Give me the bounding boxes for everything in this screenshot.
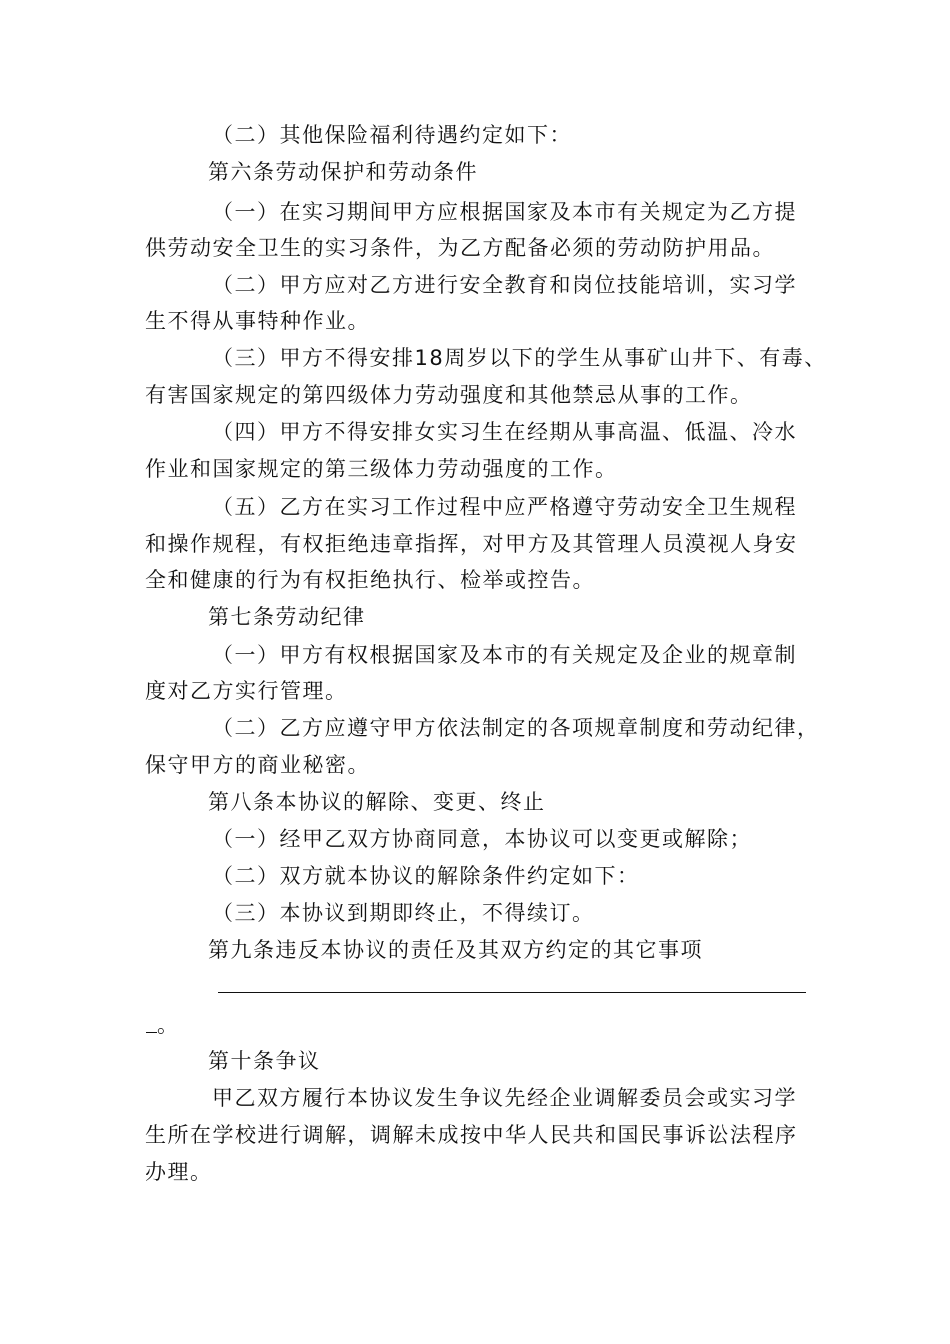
article-6-item-3-line-2: 有害国家规定的第四级体力劳动强度和其他禁忌从事的工作。 <box>145 383 753 407</box>
article-6-item-5-line-3: 全和健康的行为有权拒绝执行、检举或控告。 <box>145 568 595 592</box>
article-7-item-2-line-1: （二）乙方应遵守甲方依法制定的各项规章制度和劳动纪律， <box>212 716 820 740</box>
article-10-body-line-2: 生所在学校进行调解，调解未成按中华人民共和国民事诉讼法程序 <box>145 1123 798 1147</box>
article-6-item-5-line-2: 和操作规程，有权拒绝违章指挥，对甲方及其管理人员漠视人身安 <box>145 532 798 556</box>
article-10-body-line-1: 甲乙双方履行本协议发生争议先经企业调解委员会或实习学 <box>212 1086 797 1110</box>
article-10-heading: 第十条争议 <box>208 1049 321 1073</box>
article-9-heading: 第九条违反本协议的责任及其双方约定的其它事项 <box>208 938 703 962</box>
article-7-item-1-line-2: 度对乙方实行管理。 <box>145 679 348 703</box>
clause-5-item-2: （二）其他保险福利待遇约定如下： <box>212 123 572 147</box>
article-6-item-2-line-2: 生不得从事特种作业。 <box>145 309 370 333</box>
article-6-item-5-line-1: （五）乙方在实习工作过程中应严格遵守劳动安全卫生规程 <box>212 495 797 519</box>
article-6-item-4-line-1: （四）甲方不得安排女实习生在经期从事高温、低温、冷水 <box>212 420 797 444</box>
article-8-item-1: （一）经甲乙双方协商同意，本协议可以变更或解除； <box>212 827 752 851</box>
article-7-item-2-line-2: 保守甲方的商业秘密。 <box>145 753 370 777</box>
article-6-item-1-line-1: （一）在实习期间甲方应根据国家及本市有关规定为乙方提 <box>212 200 797 224</box>
fill-in-blank-line <box>218 992 806 993</box>
article-7-item-1-line-1: （一）甲方有权根据国家及本市的有关规定及企业的规章制 <box>212 643 797 667</box>
article-8-item-3: （三）本协议到期即终止，不得续订。 <box>212 901 595 925</box>
article-7-heading: 第七条劳动纪律 <box>208 605 366 629</box>
article-6-heading: 第六条劳动保护和劳动条件 <box>208 160 478 184</box>
article-9-blank-period: 。 <box>157 1013 180 1037</box>
article-6-item-3-line-1: （三）甲方不得安排18周岁以下的学生从事矿山井下、有毒、 <box>212 346 827 370</box>
article-10-body-line-3: 办理。 <box>145 1160 213 1184</box>
article-6-item-4-line-2: 作业和国家规定的第三级体力劳动强度的工作。 <box>145 457 618 481</box>
fill-in-blank-tail <box>146 1032 157 1033</box>
article-8-item-2: （二）双方就本协议的解除条件约定如下： <box>212 864 640 888</box>
article-6-item-2-line-1: （二）甲方应对乙方进行安全教育和岗位技能培训，实习学 <box>212 273 797 297</box>
article-8-heading: 第八条本协议的解除、变更、终止 <box>208 790 546 814</box>
article-6-item-1-line-2: 供劳动安全卫生的实习条件，为乙方配备必须的劳动防护用品。 <box>145 236 775 260</box>
